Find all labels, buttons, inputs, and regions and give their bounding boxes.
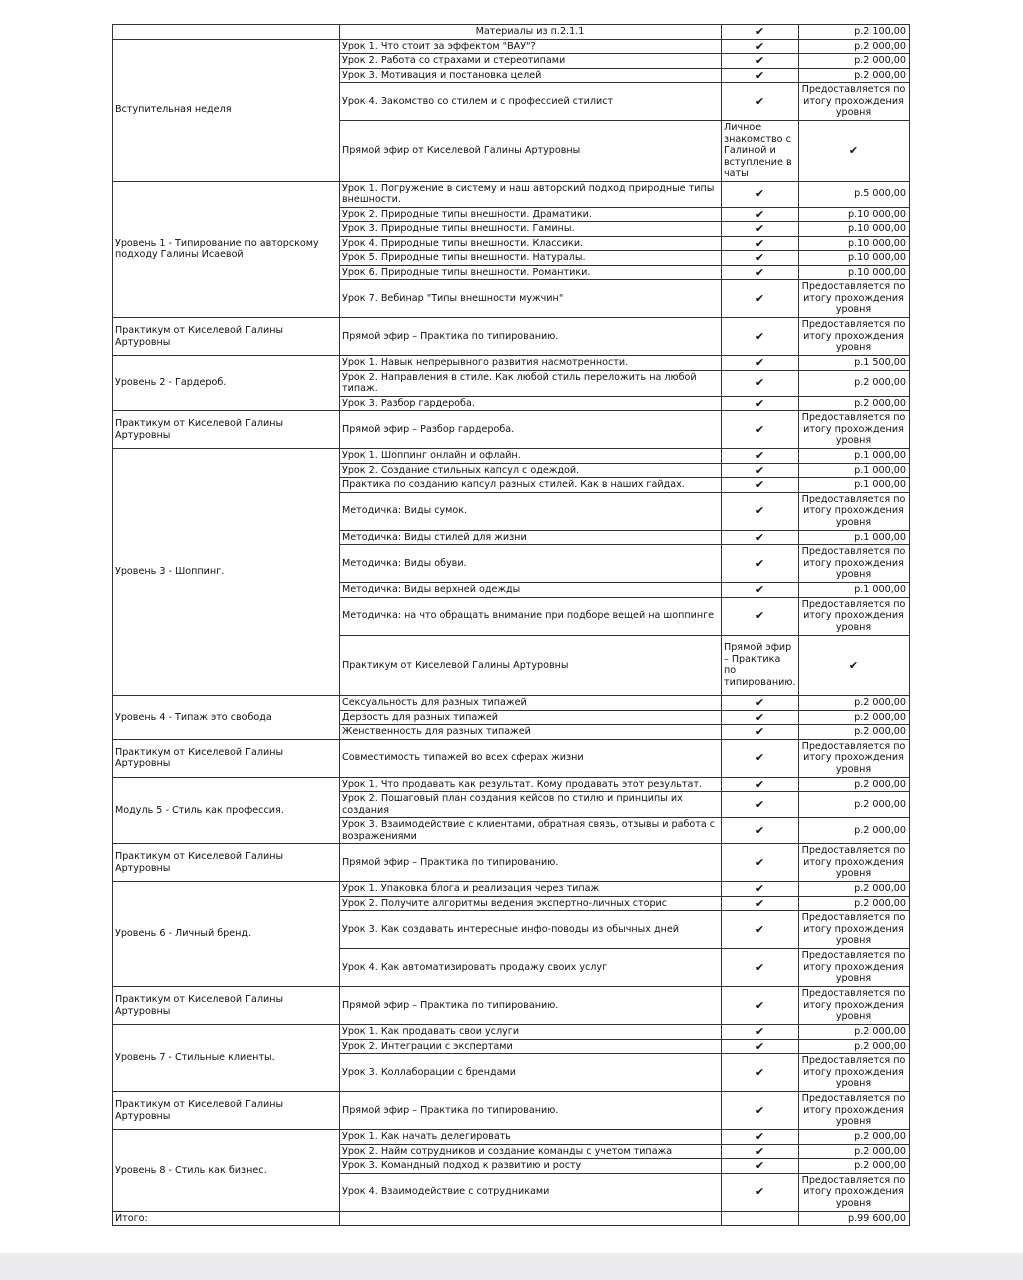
section-cell: Уровень 6 - Личный бренд.: [113, 882, 340, 987]
lesson-cell: Урок 4. Природные типы внешности. Классики.: [340, 236, 722, 251]
table-row: [113, 181, 910, 207]
total-empty-cell: [340, 1211, 722, 1226]
section-cell: Модуль 5 - Стиль как профессия.: [113, 777, 340, 844]
lesson-cell: Методичка: на что обращать внимание при подборе вещей на шоппинге: [340, 597, 722, 635]
check-mark-icon: ✔: [722, 696, 799, 711]
lesson-cell: Методичка: Виды верхней одежды: [340, 583, 722, 598]
check-mark-icon: ✔: [722, 1159, 799, 1174]
check-mark-icon: ✔: [722, 492, 799, 530]
price-cell: р.2 000,00: [799, 792, 910, 818]
section-cell: Практикум от Киселевой Галины Артуровны: [113, 318, 340, 356]
check-mark-icon: ✔: [722, 530, 799, 545]
table-row: [113, 696, 910, 711]
lesson-cell: Урок 2. Природные типы внешности. Драматики.: [340, 207, 722, 222]
check-mark-icon: ✔: [722, 478, 799, 493]
check-mark-icon: ✔: [722, 1130, 799, 1145]
table-row: [113, 844, 910, 882]
price-cell: р.2 000,00: [799, 39, 910, 54]
check-mark-icon: ✔: [722, 39, 799, 54]
check-mark-icon: ✔: [722, 545, 799, 583]
curriculum-price-table: [112, 24, 910, 1226]
table-row: [113, 987, 910, 1025]
price-cell: Предоставляется по итогу прохождения уровня: [799, 987, 910, 1025]
price-cell: р.2 100,00: [799, 25, 910, 40]
check-mark-icon: ✔: [722, 265, 799, 280]
price-cell: р.2 000,00: [799, 68, 910, 83]
check-mark-icon: ✔: [722, 777, 799, 792]
lesson-cell: Урок 7. Вебинар "Типы внешности мужчин": [340, 280, 722, 318]
lesson-cell: Урок 1. Как начать делегировать: [340, 1130, 722, 1145]
lesson-cell: Материалы из п.2.1.1: [340, 25, 722, 40]
lesson-cell: Урок 2. Работа со страхами и стереотипами: [340, 54, 722, 69]
price-cell: р.2 000,00: [799, 710, 910, 725]
check-mark-icon: ✔: [722, 222, 799, 237]
check-mark-icon: ✔: [722, 583, 799, 598]
check-mark-icon: ✔: [722, 896, 799, 911]
price-cell: р.2 000,00: [799, 725, 910, 740]
lesson-cell: Урок 4. Закомство со стилем и с профессией стилист: [340, 83, 722, 121]
section-cell: Практикум от Киселевой Галины Артуровны: [113, 987, 340, 1025]
price-cell: Предоставляется по итогу прохождения уровня: [799, 411, 910, 449]
lesson-cell: Прямой эфир – Практика по типированию.: [340, 987, 722, 1025]
price-cell: р.2 000,00: [799, 1144, 910, 1159]
lesson-cell: Личное знакомство с Галиной и вступление в чаты: [722, 121, 799, 182]
section-cell: Прямой эфир от Киселевой Галины Артуровны: [340, 121, 722, 182]
price-cell: р.2 000,00: [799, 896, 910, 911]
check-mark-icon: ✔: [722, 54, 799, 69]
price-cell: р.2 000,00: [799, 1039, 910, 1054]
total-empty-cell: [722, 1211, 799, 1226]
lesson-cell: Прямой эфир – Разбор гардероба.: [340, 411, 722, 449]
price-cell: р.2 000,00: [799, 54, 910, 69]
total-label: Итого:: [113, 1211, 340, 1226]
price-cell: р.2 000,00: [799, 1159, 910, 1174]
price-cell: р.2 000,00: [799, 1025, 910, 1040]
page-bottom-margin: [0, 1253, 1023, 1280]
price-cell: Предоставляется по итогу прохождения уровня: [799, 739, 910, 777]
lesson-cell: Урок 2. Направления в стиле. Как любой стиль переложить на любой типаж.: [340, 370, 722, 396]
check-mark-icon: ✔: [722, 1173, 799, 1211]
table-row: [113, 1025, 910, 1040]
check-mark-icon: ✔: [722, 356, 799, 371]
lesson-cell: Методичка: Виды сумок.: [340, 492, 722, 530]
price-cell: Предоставляется по итогу прохождения уровня: [799, 949, 910, 987]
check-mark-icon: ✔: [722, 318, 799, 356]
price-cell: р.5 000,00: [799, 181, 910, 207]
check-mark-icon: ✔: [722, 68, 799, 83]
price-cell: Предоставляется по итогу прохождения уровня: [799, 318, 910, 356]
check-mark-icon: ✔: [722, 181, 799, 207]
lesson-cell: Урок 1. Навык непрерывного развития насмотренности.: [340, 356, 722, 371]
check-mark-icon: ✔: [722, 207, 799, 222]
price-cell: р.10 000,00: [799, 236, 910, 251]
lesson-cell: Урок 2. Интеграции с экспертами: [340, 1039, 722, 1054]
table-row: [113, 882, 910, 897]
check-mark-icon: ✔: [722, 396, 799, 411]
lesson-cell: Урок 3. Природные типы внешности. Гамины.: [340, 222, 722, 237]
check-mark-icon: ✔: [799, 635, 910, 696]
lesson-cell: Урок 3. Разбор гардероба.: [340, 396, 722, 411]
table-row: [113, 739, 910, 777]
price-cell: Предоставляется по итогу прохождения уровня: [799, 844, 910, 882]
table-row: [113, 411, 910, 449]
lesson-cell: Женственность для разных типажей: [340, 725, 722, 740]
section-cell: Уровень 3 - Шоппинг.: [113, 449, 340, 696]
total-row: [113, 1211, 910, 1226]
lesson-cell: Прямой эфир – Практика по типированию.: [340, 844, 722, 882]
price-cell: р.2 000,00: [799, 882, 910, 897]
check-mark-icon: ✔: [722, 1025, 799, 1040]
section-cell: Уровень 4 - Типаж это свобода: [113, 696, 340, 740]
lesson-cell: Урок 1. Упаковка блога и реализация через типаж: [340, 882, 722, 897]
section-cell: Вступительная неделя: [113, 39, 340, 181]
price-cell: р.1 000,00: [799, 478, 910, 493]
check-mark-icon: ✔: [722, 463, 799, 478]
check-mark-icon: ✔: [722, 739, 799, 777]
check-mark-icon: ✔: [799, 121, 910, 182]
check-mark-icon: ✔: [722, 236, 799, 251]
lesson-cell: Прямой эфир – Практика по типированию.: [340, 1092, 722, 1130]
lesson-cell: Методичка: Виды обуви.: [340, 545, 722, 583]
price-cell: р.1 000,00: [799, 449, 910, 464]
table-row: [113, 777, 910, 792]
lesson-cell: Урок 4. Как автоматизировать продажу своих услуг: [340, 949, 722, 987]
lesson-cell: Урок 2. Создание стильных капсул с одеждой.: [340, 463, 722, 478]
check-mark-icon: ✔: [722, 1039, 799, 1054]
check-mark-icon: ✔: [722, 710, 799, 725]
lesson-cell: Практика по созданию капсул разных стилей. Как в наших гайдах.: [340, 478, 722, 493]
price-cell: р.2 000,00: [799, 777, 910, 792]
lesson-cell: Урок 1. Что стоит за эффектом "ВАУ"?: [340, 39, 722, 54]
table-row: [113, 356, 910, 371]
lesson-cell: Урок 2. Найм сотрудников и создание команды с учетом типажа: [340, 1144, 722, 1159]
lesson-cell: Урок 4. Взаимодействие с сотрудниками: [340, 1173, 722, 1211]
check-mark-icon: ✔: [722, 844, 799, 882]
check-mark-icon: ✔: [722, 1144, 799, 1159]
price-cell: Предоставляется по итогу прохождения уровня: [799, 911, 910, 949]
section-cell: [113, 25, 340, 40]
lesson-cell: Прямой эфир – Практика по типированию.: [722, 635, 799, 696]
price-cell: Предоставляется по итогу прохождения уровня: [799, 280, 910, 318]
section-cell: Уровень 2 - Гардероб.: [113, 356, 340, 411]
lesson-cell: Урок 3. Коллаборации с брендами: [340, 1054, 722, 1092]
section-cell: Практикум от Киселевой Галины Артуровны: [113, 1092, 340, 1130]
section-cell: Практикум от Киселевой Галины Артуровны: [113, 411, 340, 449]
price-cell: р.10 000,00: [799, 251, 910, 266]
section-cell: Практикум от Киселевой Галины Артуровны: [113, 739, 340, 777]
check-mark-icon: ✔: [722, 25, 799, 40]
table-row: [113, 318, 910, 356]
table-row: [113, 1130, 910, 1145]
lesson-cell: Методичка: Виды стилей для жизни: [340, 530, 722, 545]
lesson-cell: Дерзость для разных типажей: [340, 710, 722, 725]
lesson-cell: Урок 3. Мотивация и постановка целей: [340, 68, 722, 83]
check-mark-icon: ✔: [722, 83, 799, 121]
lesson-cell: Сексуальность для разных типажей: [340, 696, 722, 711]
price-cell: р.10 000,00: [799, 222, 910, 237]
check-mark-icon: ✔: [722, 987, 799, 1025]
price-cell: Предоставляется по итогу прохождения уровня: [799, 492, 910, 530]
table-body: [113, 25, 910, 1226]
section-cell: Практикум от Киселевой Галины Артуровны: [113, 844, 340, 882]
lesson-cell: Урок 5. Природные типы внешности. Натуралы.: [340, 251, 722, 266]
check-mark-icon: ✔: [722, 725, 799, 740]
section-cell: Практикум от Киселевой Галины Артуровны: [340, 635, 722, 696]
check-mark-icon: ✔: [722, 1054, 799, 1092]
price-cell: Предоставляется по итогу прохождения уровня: [799, 597, 910, 635]
lesson-cell: Урок 2. Получите алгоритмы ведения экспертно-личных сторис: [340, 896, 722, 911]
lesson-cell: Урок 1. Шоппинг онлайн и офлайн.: [340, 449, 722, 464]
check-mark-icon: ✔: [722, 597, 799, 635]
price-cell: Предоставляется по итогу прохождения уровня: [799, 1092, 910, 1130]
section-cell: Уровень 7 - Стильные клиенты.: [113, 1025, 340, 1092]
check-mark-icon: ✔: [722, 449, 799, 464]
price-cell: р.2 000,00: [799, 1130, 910, 1145]
check-mark-icon: ✔: [722, 792, 799, 818]
lesson-cell: Прямой эфир – Практика по типированию.: [340, 318, 722, 356]
check-mark-icon: ✔: [722, 1092, 799, 1130]
check-mark-icon: ✔: [722, 949, 799, 987]
price-cell: Предоставляется по итогу прохождения уровня: [799, 1054, 910, 1092]
price-cell: р.1 000,00: [799, 583, 910, 598]
check-mark-icon: ✔: [722, 882, 799, 897]
table-row: [113, 1092, 910, 1130]
price-cell: р.10 000,00: [799, 265, 910, 280]
price-cell: р.2 000,00: [799, 818, 910, 844]
lesson-cell: Урок 6. Природные типы внешности. Романтики.: [340, 265, 722, 280]
price-cell: р.2 000,00: [799, 396, 910, 411]
price-cell: р.1 000,00: [799, 530, 910, 545]
section-cell: Уровень 8 - Стиль как бизнес.: [113, 1130, 340, 1212]
lesson-cell: Урок 1. Погружение в систему и наш авторский подход природные типы внешности.: [340, 181, 722, 207]
table-row: [113, 449, 910, 464]
price-cell: р.1 500,00: [799, 356, 910, 371]
lesson-cell: Урок 3. Командный подход к развитию и росту: [340, 1159, 722, 1174]
price-cell: р.2 000,00: [799, 370, 910, 396]
lesson-cell: Урок 2. Пошаговый план создания кейсов по стилю и принципы их создания: [340, 792, 722, 818]
total-price: р.99 600,00: [799, 1211, 910, 1226]
price-cell: р.1 000,00: [799, 463, 910, 478]
price-cell: Предоставляется по итогу прохождения уровня: [799, 83, 910, 121]
check-mark-icon: ✔: [722, 911, 799, 949]
section-cell: Уровень 1 - Типирование по авторскому подходу Галины Исаевой: [113, 181, 340, 318]
lesson-cell: Урок 1. Как продавать свои услуги: [340, 1025, 722, 1040]
price-cell: р.2 000,00: [799, 696, 910, 711]
price-cell: Предоставляется по итогу прохождения уровня: [799, 545, 910, 583]
lesson-cell: Урок 1. Что продавать как результат. Кому продавать этот результат.: [340, 777, 722, 792]
check-mark-icon: ✔: [722, 370, 799, 396]
price-cell: Предоставляется по итогу прохождения уровня: [799, 1173, 910, 1211]
table-row: [113, 25, 910, 40]
check-mark-icon: ✔: [722, 818, 799, 844]
price-cell: р.10 000,00: [799, 207, 910, 222]
check-mark-icon: ✔: [722, 280, 799, 318]
lesson-cell: Урок 3. Взаимодействие с клиентами, обратная связь, отзывы и работа с возражениями: [340, 818, 722, 844]
lesson-cell: Урок 3. Как создавать интересные инфо-поводы из обычных дней: [340, 911, 722, 949]
check-mark-icon: ✔: [722, 251, 799, 266]
table-row: [113, 39, 910, 54]
check-mark-icon: ✔: [722, 411, 799, 449]
lesson-cell: Совместимость типажей во всех сферах жизни: [340, 739, 722, 777]
